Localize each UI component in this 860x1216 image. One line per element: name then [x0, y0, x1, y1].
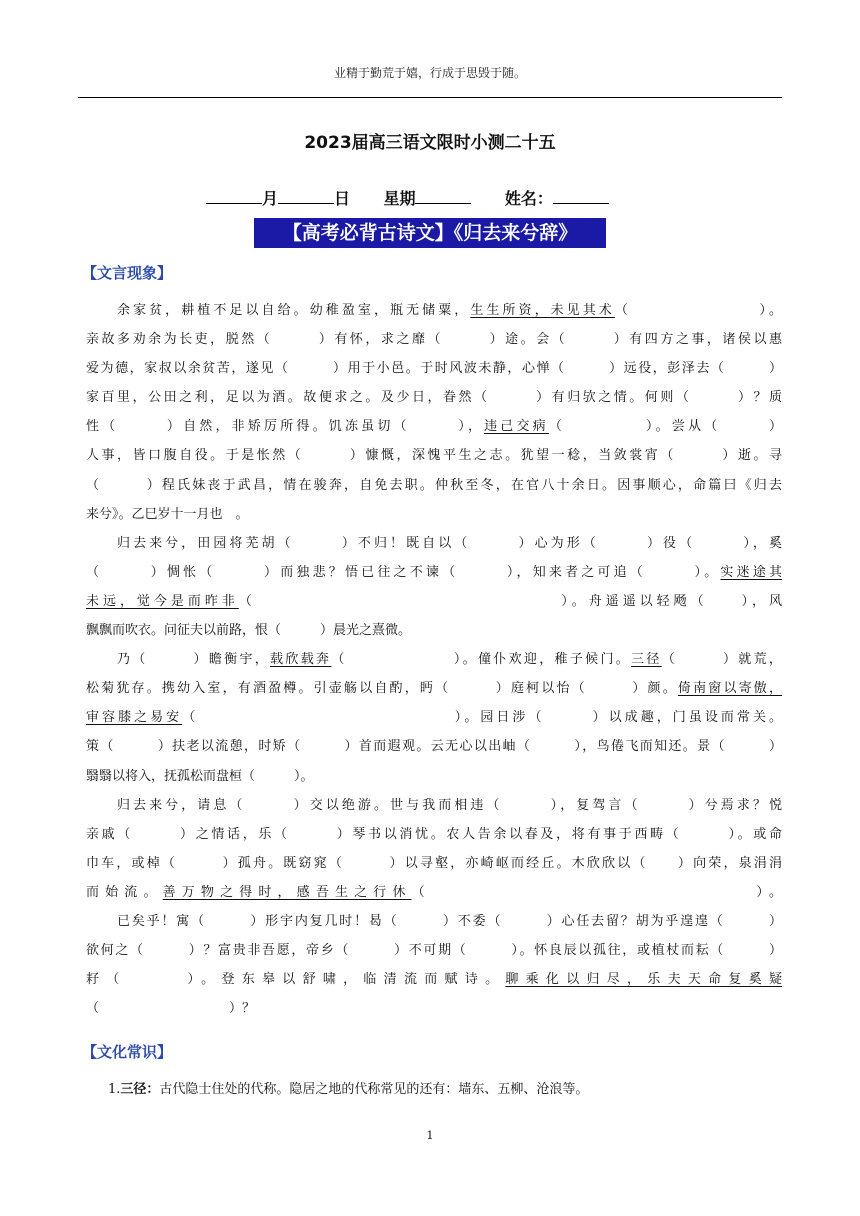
passage-line	[86, 354, 782, 383]
month-blank	[206, 189, 262, 204]
passage-segment: 松菊犹存。携幼入室，有酒盈樽。引壶觞以自酌，眄（ ）庭柯以怡（ ）颜。	[86, 681, 678, 697]
passage-line	[86, 616, 782, 645]
passage-segment: 归去来兮，田园将芜胡（ ）不归！既自以（ ）心为形（ ）役（ ），奚	[117, 535, 782, 551]
passage-line	[86, 471, 782, 500]
month-label: 月	[262, 189, 279, 208]
passage-segment: （ ）。	[411, 884, 782, 900]
header-rule	[78, 97, 782, 98]
translation-prompt: 实迷途其	[720, 564, 782, 580]
passage-segment: （ ）？	[86, 1001, 256, 1017]
passage-segment: 耔（ ）。登东皋以舒啸，临清流而赋诗。	[86, 972, 506, 988]
title-banner: 【高考必背古诗文】《归去来兮辞》	[254, 218, 606, 248]
section-heading-wenyan: 【文言现象】	[82, 264, 173, 282]
passage-text	[86, 296, 782, 1023]
passage-line	[86, 732, 782, 761]
passage-line	[86, 325, 782, 354]
passage-line	[86, 878, 782, 907]
note-text: 古代隐士住处的代称。隐居之地的代称常见的还有：墙东、五柳、沧浪等。	[159, 1082, 589, 1097]
passage-line	[86, 500, 782, 529]
passage-segment: （ ）。尝从（ ）	[548, 419, 782, 435]
section-heading-culture: 【文化常识】	[82, 1043, 173, 1061]
passage-segment: 余家贫，耕植不足以自给。幼稚盈室，瓶无储粟，	[117, 303, 471, 318]
translation-prompt: 三径	[631, 652, 662, 668]
name-blank	[553, 189, 609, 204]
passage-segment: 亲故多劝余为长吏，脱然（ ）有怀，求之靡（ ）途。会（ ）有四方之事，诸侯以惠	[86, 332, 782, 348]
passage-segment: （ ）惆怅（ ）而独悲？悟已往之不谏（ ），知来者之可追（ ）。	[86, 564, 721, 580]
passage-segment: 乃（ ）瞻衡宇，	[117, 652, 271, 668]
passage-line	[86, 383, 782, 412]
translation-prompt: 载欣载奔	[270, 652, 332, 668]
passage-segment: （ ）程氏妹丧于武昌，情在骏奔，自免去职。仲秋至冬，在官八十余日。因事顺心，命篇曰《归去	[86, 477, 782, 493]
passage-line	[86, 791, 782, 820]
weekday-blank	[415, 189, 471, 204]
passage-line	[86, 849, 782, 878]
passage-segment: 人事，皆口腹自役。于是怅然（ ）慷慨，深愧平生之志。犹望一稔，当敛裳宵（ ）逝。寻	[86, 448, 782, 464]
passage-segment: 性（ ）自然，非矫厉所得。饥冻虽切（ ），	[86, 419, 485, 435]
passage-segment: 爱为德，家叔以余贫苦，遂见（ ）用于小邑。于时风波未静，心惮（ ）远役，彭泽去（ ）	[86, 361, 782, 377]
passage-line	[86, 296, 782, 325]
page-number: 1	[426, 1129, 434, 1142]
passage-line	[86, 965, 782, 994]
passage-segment: 归去来兮，请息（ ）交以绝游。世与我而相违（ ），复驾言（ ）兮焉求？悦	[117, 797, 782, 813]
passage-line	[86, 820, 782, 849]
info-line	[206, 186, 609, 209]
passage-line	[86, 907, 782, 936]
passage-segment: 策（ ）扶老以流憩，时矫（ ）首而遐观。云无心以出岫（ ），鸟倦飞而知还。景（ ）	[86, 739, 782, 755]
day-label: 日	[334, 189, 351, 208]
passage-segment: 而始流。	[86, 884, 163, 900]
passage-line	[86, 762, 782, 791]
passage-segment: （ ）。僮仆欢迎，稚子候门。	[331, 652, 632, 668]
passage-segment: 欲何之（ ）？富贵非吾愿，帝乡（ ）不可期（ ）。怀良辰以孤往，或植杖而耘（ ）	[86, 943, 782, 959]
passage-segment: （ ）。园日涉（ ）以成趣，门虽设而常关。	[182, 710, 782, 726]
passage-line	[86, 529, 782, 558]
passage-segment: （ ）。舟遥遥以轻飏（ ），风	[238, 593, 782, 609]
passage-segment: 飘飘而吹衣。问征夫以前路，恨（ ）晨光之熹微。	[86, 623, 412, 639]
passage-line	[86, 587, 782, 616]
passage-line	[86, 645, 782, 674]
translation-prompt: 违己交病	[484, 419, 549, 435]
passage-segment: 翳翳以将入，抚孤松而盘桓（ ）。	[86, 768, 314, 784]
note-number: 1.	[108, 1082, 121, 1097]
document-title: 2023届高三语文限时小测二十五	[304, 133, 556, 153]
translation-prompt: 生生所资，未见其术	[470, 303, 615, 318]
passage-line	[86, 412, 782, 441]
passage-segment: （ ）。	[614, 303, 782, 318]
passage-segment: 来兮》。乙巳岁十一月也 。	[86, 506, 249, 522]
passage-line	[86, 936, 782, 965]
translation-prompt: 聊乘化以归尽，乐夫天命复奚疑	[505, 972, 782, 988]
translation-prompt: 未远，觉今是而昨非	[86, 593, 239, 609]
passage-line	[86, 703, 782, 732]
translation-prompt: 倚南窗以寄傲，	[677, 681, 782, 697]
passage-line	[86, 558, 782, 587]
culture-note	[108, 1078, 588, 1097]
passage-segment: 巾车，或棹（ ）孤舟。既窈窕（ ）以寻壑，亦崎岖而经丘。木欣欣以（ ）向荣，泉涓涓	[86, 855, 782, 871]
passage-segment: （ ）就荒，	[661, 652, 782, 668]
weekday-label: 星期	[383, 189, 416, 208]
passage-line	[86, 441, 782, 470]
passage-segment: 已矣乎！寓（ ）形宇内复几时！曷（ ）不委（ ）心任去留？胡为乎遑遑（ ）	[117, 913, 782, 929]
passage-segment: 家百里，公田之利，足以为酒。故便求之。及少日，眷然（ ）有归欤之情。何则（ ）？质	[86, 390, 782, 406]
passage-line	[86, 674, 782, 703]
name-label: 姓名：	[504, 189, 553, 208]
header-motto: 业精于勤荒于嬉，行成于思毁于随。	[333, 66, 526, 80]
translation-prompt: 善万物之得时，感吾生之行休	[162, 884, 412, 900]
passage-segment: 亲戚（ ）之情话，乐（ ）琴书以消忧。农人告余以春及，将有事于西畴（ ）。或命	[86, 826, 782, 842]
day-blank	[278, 189, 334, 204]
note-term: 三径：	[120, 1082, 160, 1097]
translation-prompt: 审容膝之易安	[86, 710, 183, 726]
passage-line	[86, 994, 782, 1023]
